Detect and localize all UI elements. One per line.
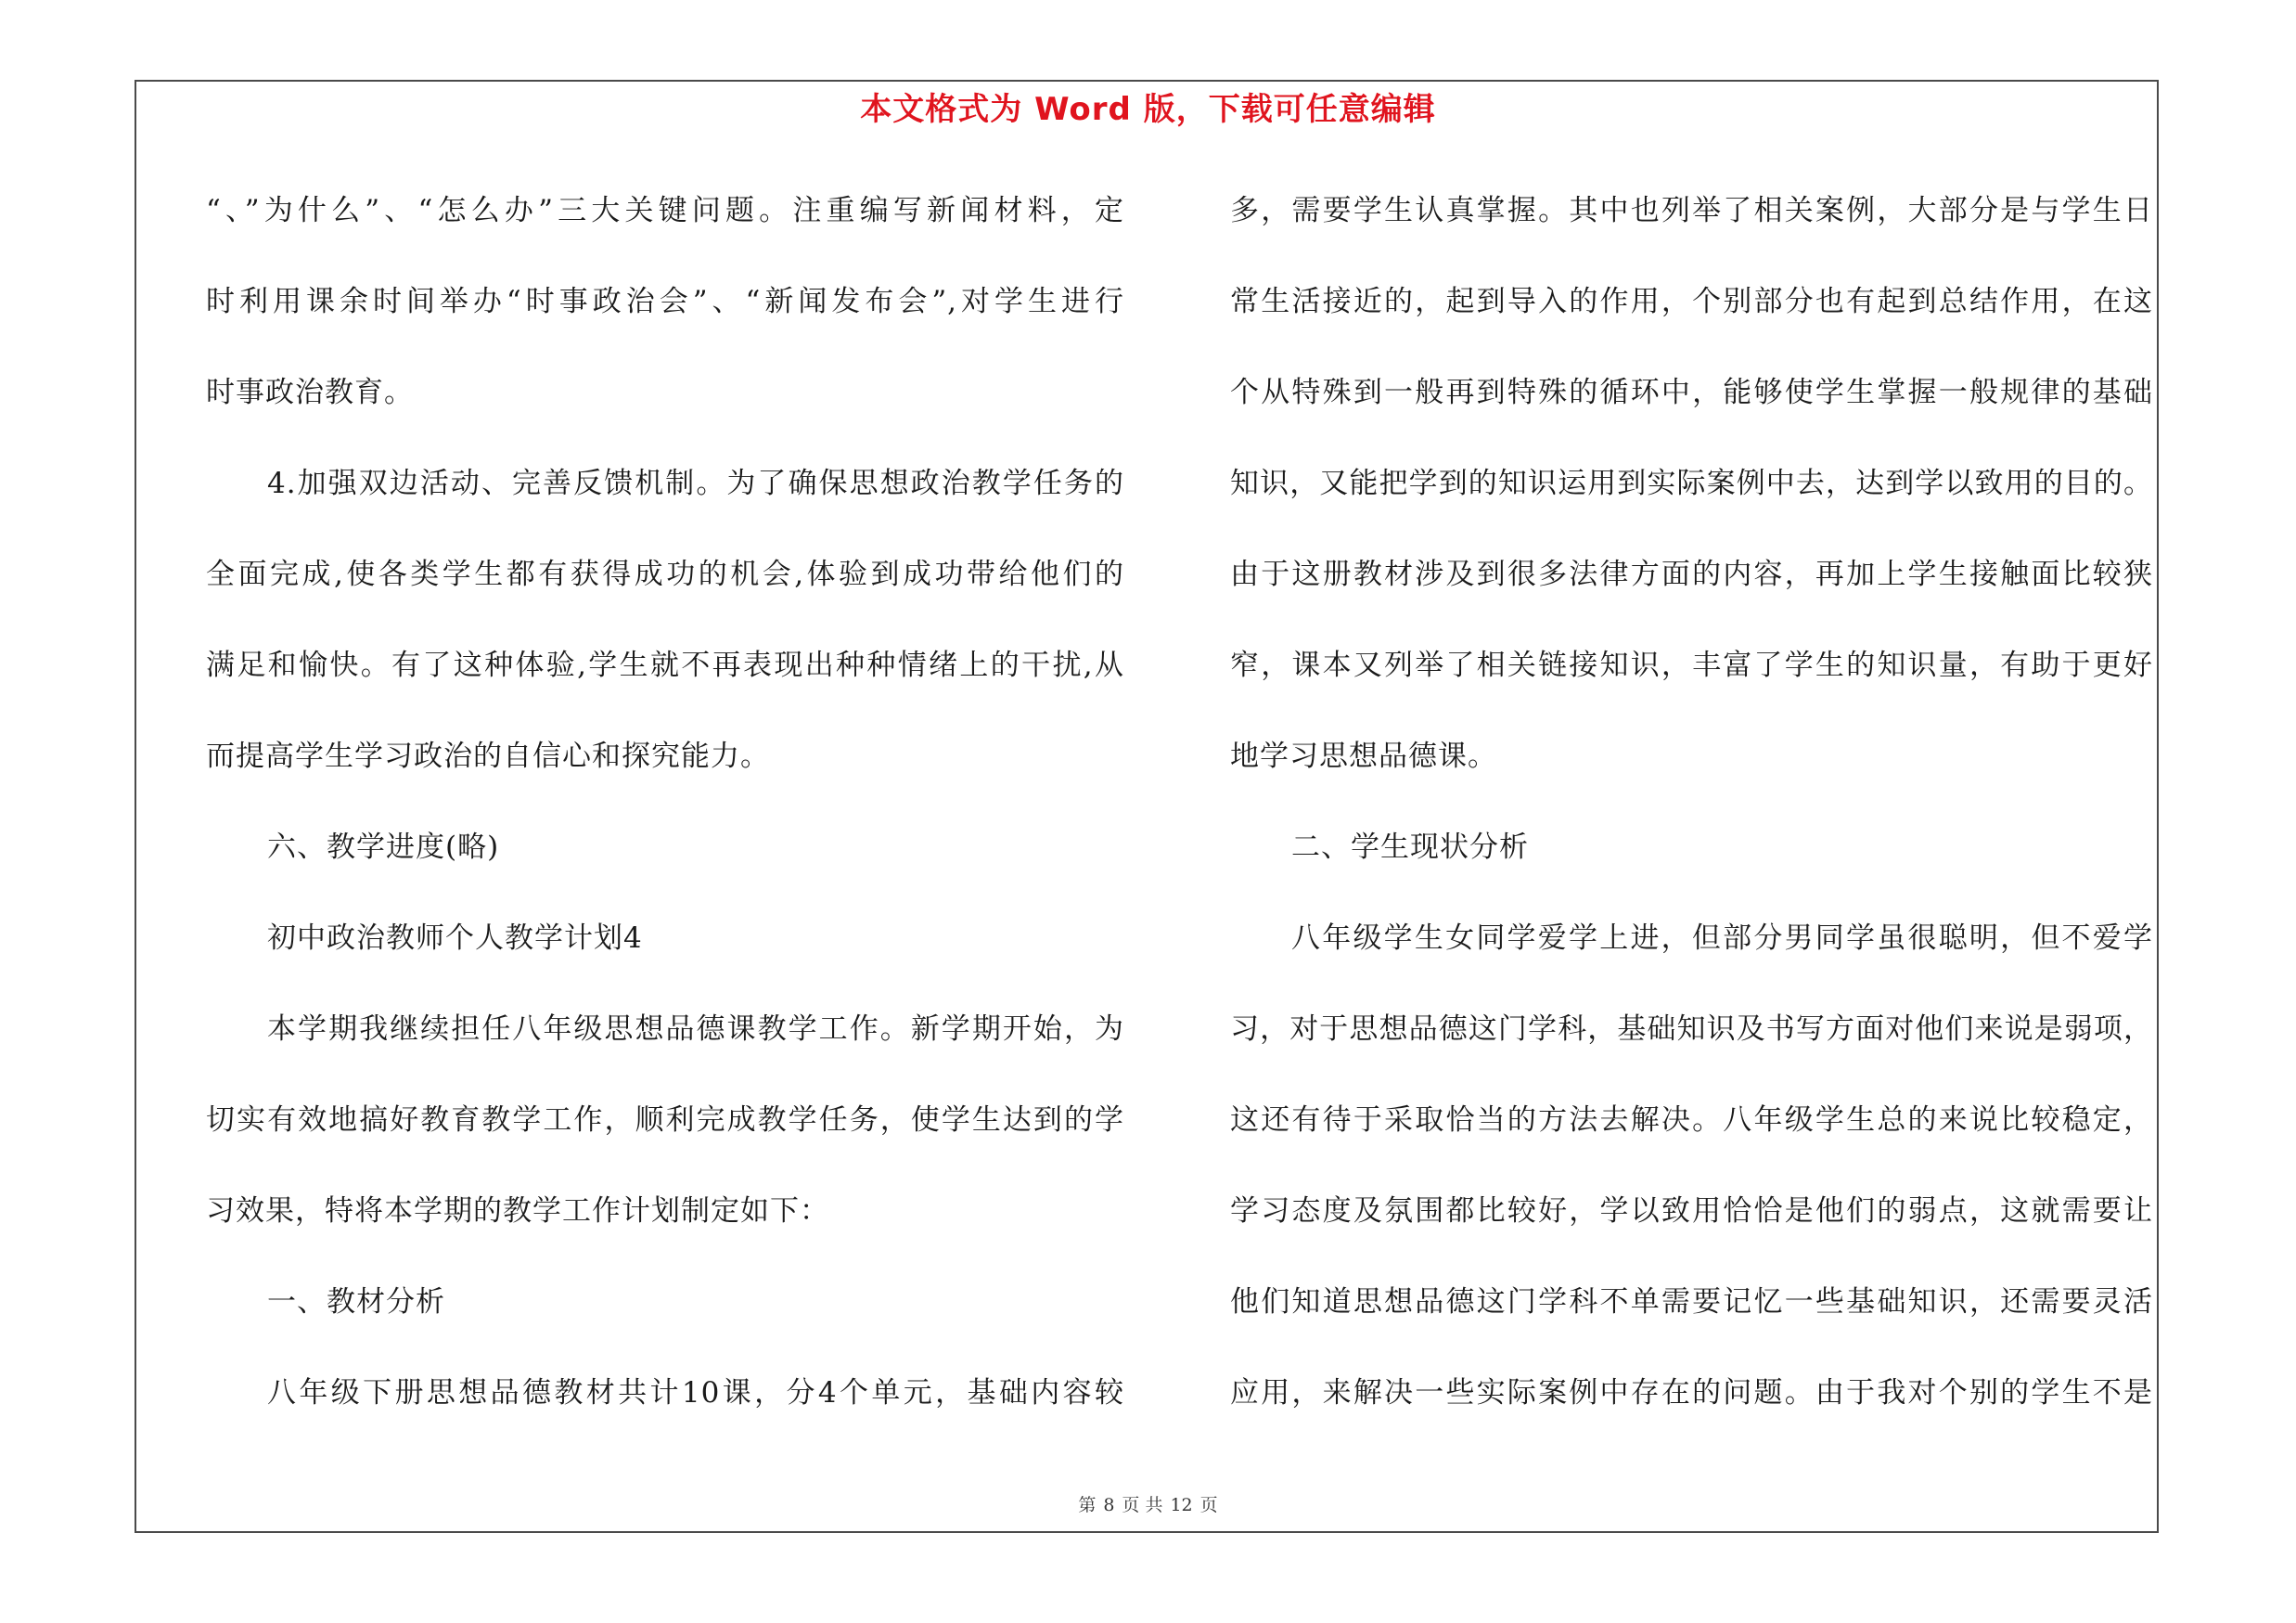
footer-total-pages: 12 (1170, 1495, 1193, 1515)
text-line: 六、教学进度(略) (267, 831, 500, 864)
text-line: 全面完成,使各类学生都有获得成功的机会,体验到成功带给他们的 (206, 558, 1124, 591)
text-line: 切实有效地搞好教育教学工作，顺利完成教学任务，使学生达到的学 (206, 1103, 1124, 1137)
right-text-column (1230, 182, 2153, 1455)
text-line: 个从特殊到一般再到特殊的循环中，能够使学生掌握一般规律的基础 (1230, 376, 2153, 409)
text-line: 他们知道思想品德这门学科不单需要记忆一些基础知识，还需要灵活 (1230, 1285, 2153, 1319)
text-line: 时利用课余时间举办“时事政治会”、“新闻发布会”,对学生进行 (206, 285, 1124, 318)
text-line: 八年级下册思想品德教材共计10课，分4个单元，基础内容较 (267, 1376, 1124, 1410)
text-line: 这还有待于采取恰当的方法去解决。八年级学生总的来说比较稳定， (1230, 1103, 2153, 1137)
left-text-column (206, 182, 1124, 1455)
text-line: 窄，课本又列举了相关链接知识，丰富了学生的知识量，有助于更好 (1230, 649, 2153, 682)
footer-prefix: 第 (1078, 1495, 1097, 1515)
footer-page-number: 8 (1103, 1495, 1115, 1515)
text-line: 应用，来解决一些实际案例中存在的问题。由于我对个别的学生不是 (1230, 1376, 2153, 1410)
text-line: 本学期我继续担任八年级思想品德课教学工作。新学期开始，为 (267, 1012, 1124, 1046)
text-line: 满足和愉快。有了这种体验,学生就不再表现出种种情绪上的干扰,从 (206, 649, 1124, 682)
text-line: 一、教材分析 (267, 1285, 445, 1319)
page-footer (0, 1494, 2296, 1516)
text-line: 知识，又能把学到的知识运用到实际案例中去，达到学以致用的目的。 (1230, 467, 2153, 500)
text-line: “、”为什么”、“怎么办”三大关键问题。注重编写新闻材料，定 (206, 194, 1124, 227)
text-line: 二、学生现状分析 (1291, 831, 1529, 864)
text-line: 时事政治教育。 (206, 376, 414, 409)
text-line: 而提高学生学习政治的自信心和探究能力。 (206, 740, 770, 773)
text-line: 4.加强双边活动、完善反馈机制。为了确保思想政治教学任务的 (267, 467, 1124, 500)
text-line: 常生活接近的，起到导入的作用，个别部分也有起到总结作用，在这 (1230, 285, 2153, 318)
text-line: 多，需要学生认真掌握。其中也列举了相关案例，大部分是与学生日 (1230, 194, 2153, 227)
text-line: 初中政治教师个人教学计划4 (267, 921, 643, 955)
text-line: 习，对于思想品德这门学科，基础知识及书写方面对他们来说是弱项， (1230, 1012, 2153, 1046)
footer-middle: 页 共 (1122, 1495, 1163, 1515)
text-line: 习效果，特将本学期的教学工作计划制定如下： (206, 1194, 829, 1228)
text-line: 地学习思想品德课。 (1230, 740, 1497, 773)
text-line: 学习态度及氛围都比较好，学以致用恰恰是他们的弱点，这就需要让 (1230, 1194, 2153, 1228)
text-line: 由于这册教材涉及到很多法律方面的内容，再加上学生接触面比较狭 (1230, 558, 2153, 591)
document-banner: 本文格式为 Word 版，下载可任意编辑 (860, 91, 1436, 128)
text-line: 八年级学生女同学爱学上进，但部分男同学虽很聪明，但不爱学 (1291, 921, 2153, 955)
footer-suffix: 页 (1199, 1495, 1218, 1515)
